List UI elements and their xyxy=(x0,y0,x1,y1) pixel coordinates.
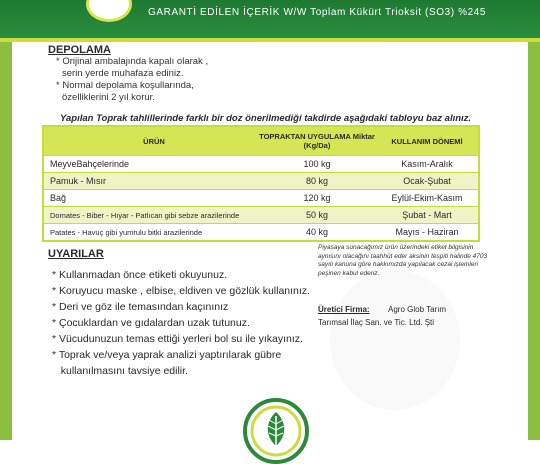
warning-item: * Deri ve göz ile temasından kaçınınız xyxy=(52,301,229,313)
cell-amount: 120 kg xyxy=(303,193,331,203)
watermark-icon xyxy=(330,270,460,410)
warning-item: * Koruyucu maske , elbise, eldiven ve gözlük kullanınız. xyxy=(52,285,310,297)
table-row xyxy=(44,206,478,223)
guaranteed-content: GARANTİ EDİLEN İÇERİK W/W Toplam Kükürt Trioksit (SO3) %245 xyxy=(148,7,487,18)
warning-item: * Kullanmadan önce etiketi okuyunuz. xyxy=(52,269,228,281)
brand-logo-icon xyxy=(86,0,132,22)
header-product: ÜRÜN xyxy=(143,136,165,146)
warnings-title: UYARILAR xyxy=(48,248,104,260)
warnings-list xyxy=(52,267,314,379)
disclaimer-text: Piyasaya sunacağımız ürün üzerindeki etiket bilgisinin aynısını olacağını taahhüt eder aksinin tespiti halinde 4703 sayılı kanuna göre hakkımızda yapılacak cezai işlemleri peşinen kabul ederiz. xyxy=(318,244,488,277)
table-row xyxy=(44,189,478,206)
storage-text xyxy=(56,56,208,104)
cell-product: MeyveBahçelerinde xyxy=(50,159,130,169)
storage-line: özelliklerini 2 yıl korur. xyxy=(62,92,155,103)
producer-label: Üretici Firma: xyxy=(318,305,370,314)
header-band xyxy=(0,0,540,38)
header-period: KULLANIM DÖNEMİ xyxy=(391,136,463,146)
storage-title: DEPOLAMA xyxy=(48,44,111,56)
cell-period: Eylül-Ekim-Kasım xyxy=(391,193,463,203)
cell-product: Bağ xyxy=(50,193,67,203)
dosage-notice: Yapılan Toprak tahlillerinde farklı bir doz önerilmediği takdirde aşağıdaki tabloyu baz alınız. xyxy=(60,113,472,124)
left-border xyxy=(0,42,12,440)
table-row xyxy=(44,223,478,240)
table-row xyxy=(44,155,478,172)
warning-item: * Toprak ve/veya yaprak analizi yaptırılarak gübre xyxy=(52,349,282,361)
cell-period: Mayıs - Haziran xyxy=(395,227,459,237)
cell-period: Ocak-Şubat xyxy=(403,176,451,186)
table-row xyxy=(44,172,478,189)
cell-amount: 40 kg xyxy=(305,227,329,237)
table-header xyxy=(44,127,478,155)
storage-line: serin yerde muhafaza ediniz. xyxy=(62,68,184,79)
dosage-table xyxy=(42,125,480,242)
right-border xyxy=(528,42,540,440)
header-amount: TOPRAKTAN UYGULAMA Miktar (Kg/Da) xyxy=(259,132,375,150)
cell-period: Kasım-Aralık xyxy=(401,159,453,169)
cell-product: Pamuk - Mısır xyxy=(50,176,107,186)
storage-line: * Normal depolama koşullarında, xyxy=(56,80,194,91)
leaf-logo-icon xyxy=(243,398,309,464)
cell-period: Şubat - Mart xyxy=(402,210,452,220)
cell-amount: 80 kg xyxy=(305,176,329,186)
producer-name: Agro Glob Tarım xyxy=(388,305,447,314)
warning-item: * Vücudunuzun temas ettiği yerleri bol su ile yıkayınız. xyxy=(52,333,303,345)
cell-product: Patates - Havuç gibi yumrulu bitki arazilerinde xyxy=(50,227,203,237)
warning-item: kullanılmasını tavsiye edilir. xyxy=(52,365,188,377)
warning-item: * Çocuklardan ve gıdalardan uzak tutunuz. xyxy=(52,317,250,329)
producer-company: Tarımsal İlaç San. ve Tic. Ltd. Şti xyxy=(318,318,435,327)
storage-line: * Orijinal ambalajında kapalı olarak , xyxy=(56,56,209,67)
cell-product: Domates - Biber - Hıyar - Patlıcan gibi sebze arazilerinde xyxy=(50,210,240,220)
cell-amount: 100 kg xyxy=(303,159,331,169)
cell-amount: 50 kg xyxy=(305,210,329,220)
